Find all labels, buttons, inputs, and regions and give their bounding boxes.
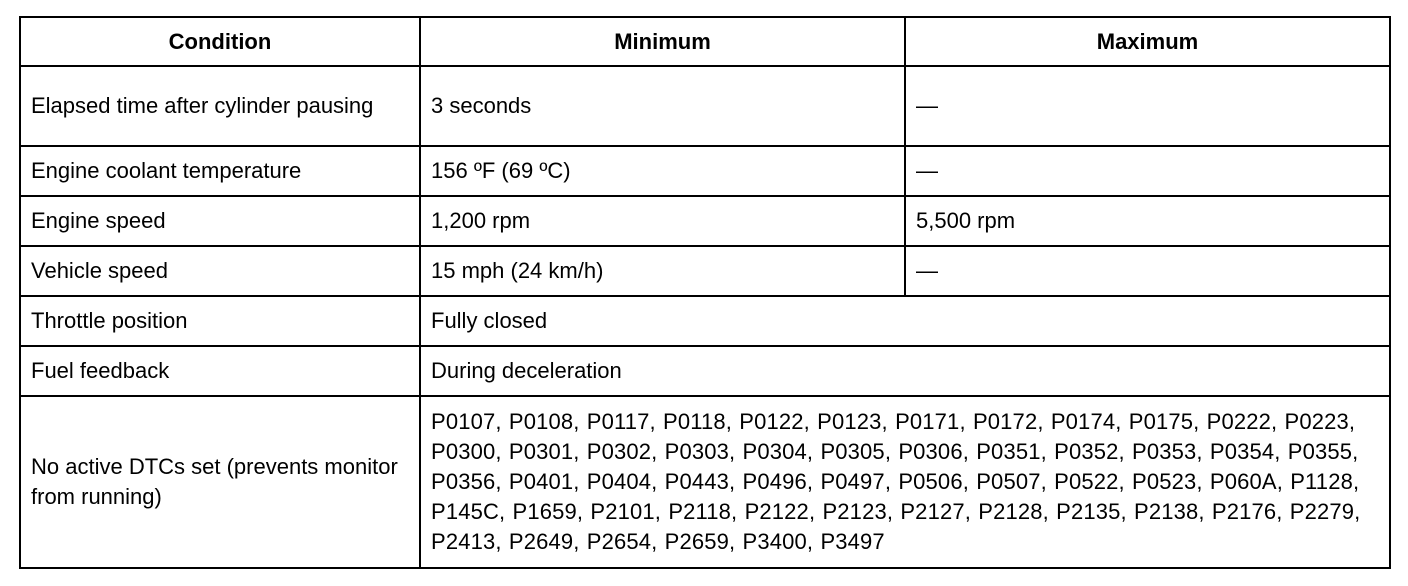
table-row bbox=[20, 296, 1390, 346]
table-row bbox=[20, 196, 1390, 246]
value-cell: Fully closed bbox=[420, 296, 1390, 346]
table-row bbox=[20, 66, 1390, 146]
value-cell: During deceleration bbox=[420, 346, 1390, 396]
table-row bbox=[20, 346, 1390, 396]
table-row bbox=[20, 246, 1390, 296]
table-row bbox=[20, 146, 1390, 196]
condition-cell: Elapsed time after cylinder pausing bbox=[20, 66, 420, 146]
conditions-table bbox=[19, 16, 1391, 569]
minimum-cell: 3 seconds bbox=[420, 66, 905, 146]
condition-cell: Fuel feedback bbox=[20, 346, 420, 396]
header-minimum: Minimum bbox=[420, 17, 905, 66]
condition-cell: Engine speed bbox=[20, 196, 420, 246]
maximum-cell: — bbox=[905, 66, 1390, 146]
condition-cell: Engine coolant temperature bbox=[20, 146, 420, 196]
table-header-row bbox=[20, 17, 1390, 66]
header-maximum: Maximum bbox=[905, 17, 1390, 66]
minimum-cell: 1,200 rpm bbox=[420, 196, 905, 246]
dtc-list-cell: P0107, P0108, P0117, P0118, P0122, P0123, P0171, P0172, P0174, P0175, P0222, P0223, P0300, P0301, P0302, P0303, P0304, P0305, P0306, P0351, P0352, P0353, P0354, P0355, P0356, P0401, P0404, P0443, P0496, P0497, P0506, P0507, P0522, P0523, P060A, P1128, P145C, P1659, P2101, P2118, P2122, P2123, P2127, P2128, P2135, P2138, P2176, P2279, P2413, P2649, P2654, P2659, P3400, P3497 bbox=[420, 396, 1390, 568]
maximum-cell: — bbox=[905, 146, 1390, 196]
condition-cell: Vehicle speed bbox=[20, 246, 420, 296]
maximum-cell: 5,500 rpm bbox=[905, 196, 1390, 246]
table-row bbox=[20, 396, 1390, 568]
maximum-cell: — bbox=[905, 246, 1390, 296]
condition-cell: Throttle position bbox=[20, 296, 420, 346]
minimum-cell: 15 mph (24 km/h) bbox=[420, 246, 905, 296]
minimum-cell: 156 ºF (69 ºC) bbox=[420, 146, 905, 196]
condition-cell: No active DTCs set (prevents monitor from running) bbox=[20, 396, 420, 568]
header-condition: Condition bbox=[20, 17, 420, 66]
